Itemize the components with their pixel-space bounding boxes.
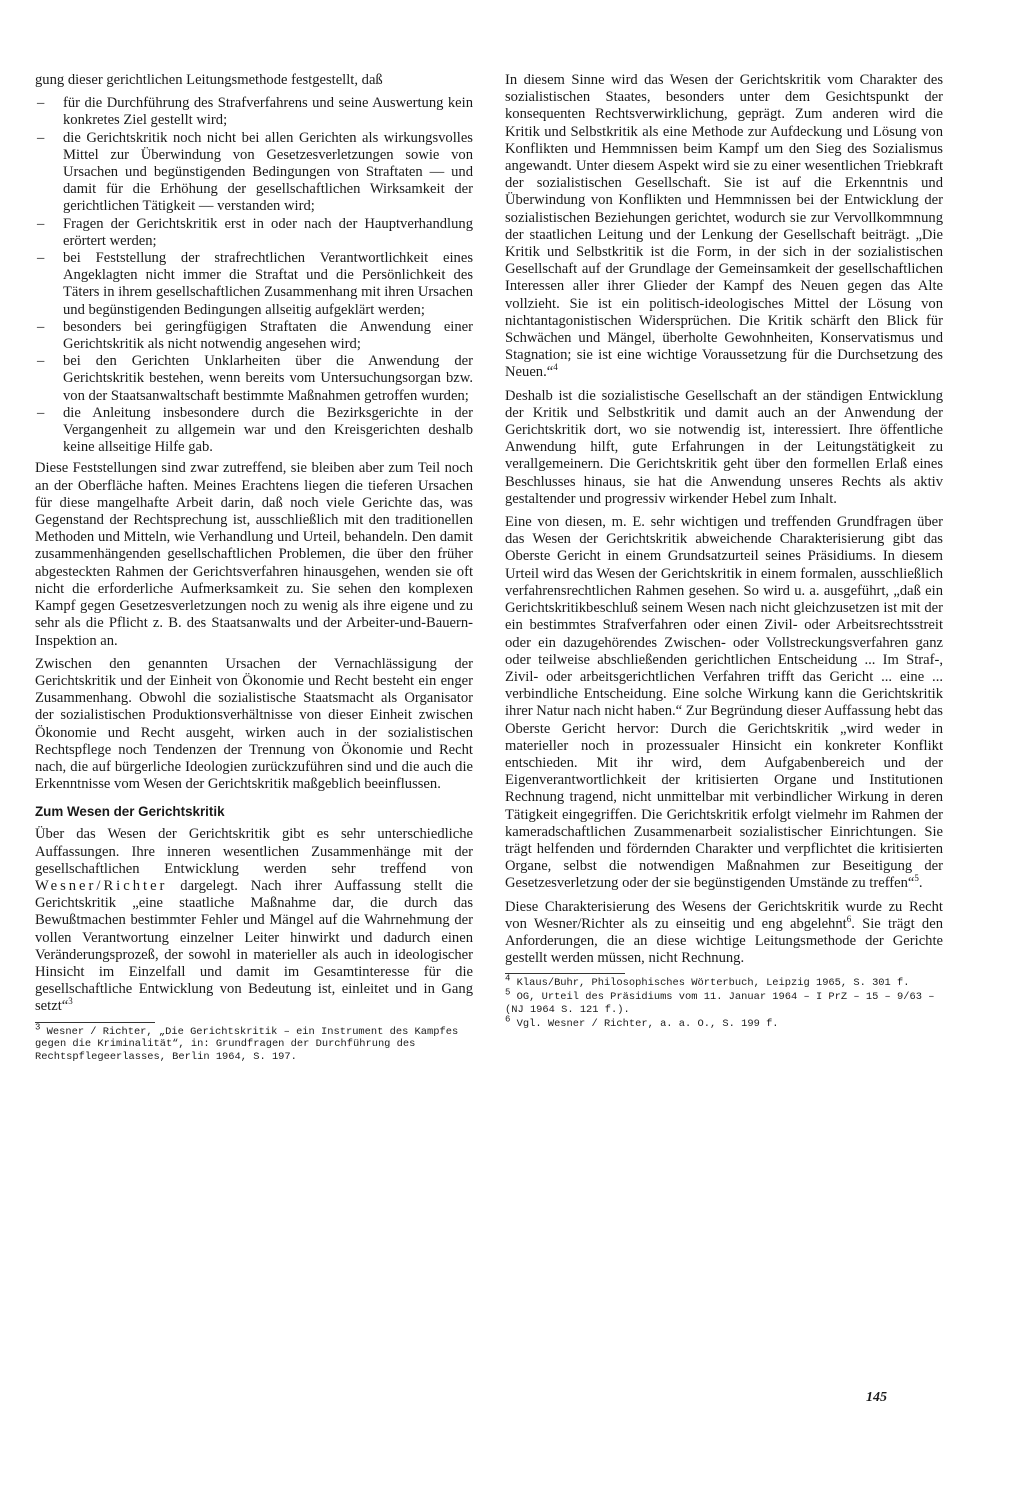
paragraph: Diese Feststellungen sind zwar zutreffend, sie bleiben aber zum Teil noch an der Oberfläche haften. Meines Erachtens liegen die tieferen Ursachen für diese mangelhafte Arbeit darin, daß noch viele Gerichte das, was Gegenstand der Rechtsprechung ist, ausschließlich mit den traditionellen Methoden und Mitteln, wie Verhandlung und Urteil, behandeln. Den damit zusammenhängenden gesellschaftlichen Problemen, die über den früher abgesteckten Rahmen der Gerichtsverfahren hinausgehen, wenden sie oft nicht die erforderliche Aufmerksamkeit zu. Sie sehen den komplexen Kampf gegen Gesetzesverletzungen noch zu wenig als ihre eigene und zu sehr als die Pflicht z. B. des Staatsanwalts und der Arbeiter-und-Bauern-Inspektion an.: [35, 460, 473, 649]
paragraph-text: Über das Wesen der Gerichtskritik gibt es sehr unterschiedliche Auffassungen. Ihre inneren wesentlichen Zusammenhänge mit der gesellschaftlichen Entwicklung werden sehr treffend von: [35, 826, 473, 877]
list-item: – die Gerichtskritik noch nicht bei allen Gerichten als wirkungsvolles Mittel zur Überwindung von Gesetzesverletzungen sowie von Ursachen und begünstigenden Bedingungen von Straftaten — und damit für die Erhöhung der gesellschaftlichen Wirksamkeit der gerichtlichen Tätigkeit — verstanden wird;: [35, 130, 473, 216]
paragraph: [505, 514, 943, 892]
footnote-number: 4: [505, 973, 511, 984]
paragraph: [35, 826, 473, 1015]
footnote-divider: [505, 973, 625, 974]
footnote-ref: 3: [68, 996, 73, 1007]
paragraph-text: In diesem Sinne wird das Wesen der Gerichtskritik vom Charakter des sozialistischen Staates, besonders unter dem Gesichtspunkt der konsequenten Rechtsverwirklichung, geprägt. Zum anderen wird die Kritik und Selbstkritik als eine Methode zur Aufdeckung und Lösung von Konflikten und Hemmnissen beim Kampf um den Sieg des Sozialismus angewandt. Unter diesem Aspekt wird sie zu einer wesentlichen Triebkraft der sozialistischen Gesellschaft. Sie ist auf die Erkenntnis und Überwindung von Konflikten und Hemmnissen bei der Entwicklung der sozialistischen Beziehungen gerichtet, wodurch sie zur Vervollkommnung der staatlichen Leitung und der Lenkung der Gesellschaft beiträgt. „Die Kritik und Selbstkritik ist die Form, in der sich in der sozialistischen Gesellschaft auf der Grundlage der Gemeinsamkeit der gesellschaftlichen Interessen aller ihrer Glieder der Kampf des Neuen gegen das Alte vollzieht. Sie ist ein politisch-ideologisches Mittel der Lösung von nichtantagonistischen Widersprüchen. Die Kritik schärft den Blick für Schwächen und Mängel, überholte Gewohnheiten, Konservatismus und Stagnation; sie ist eine wichtige Voraussetzung für die Durchsetzung des Neuen.“: [505, 72, 943, 381]
footnote-text: Klaus/Buhr, Philosophisches Wörterbuch, Leipzig 1965, S. 301 f.: [516, 977, 910, 990]
footnote-text: Wesner / Richter, „Die Gerichtskritik – ein Instrument des Kampfes gegen die Kriminalität“, in: Grundfragen der Durchführung des Rechtspflegeerlasses, Berlin 1964, S. 197.: [35, 1025, 459, 1064]
paragraph: [505, 899, 943, 968]
footnote-number: 6: [505, 1014, 511, 1025]
footnote: [35, 1022, 473, 1064]
footnote: [505, 1014, 943, 1031]
list-item: – Fragen der Gerichtskritik erst in oder nach der Hauptverhandlung erörtert werden;: [35, 216, 473, 250]
list-item: – bei den Gerichten Unklarheiten über die Anwendung der Gerichtskritik bestehen, wenn bereits vom Untersuchungsorgan bzw. von der Staatsanwaltschaft bestimmte Maßnahmen getroffen wurden;: [35, 353, 473, 405]
footnote-text: OG, Urteil des Präsidiums vom 11. Januar 1964 – I PrZ – 15 – 9/63 – (NJ 1964 S. 121 f.).: [505, 991, 935, 1016]
right-column: [505, 72, 943, 1032]
list-item: – für die Durchführung des Strafverfahrens und seine Auswertung kein konkretes Ziel gestellt wird;: [35, 95, 473, 129]
paragraph-text: . Sie trägt den Anforderungen, die an diese wichtige Leitungsmethode der Gerichte gestellt werden müssen, nicht Rechnung.: [505, 915, 943, 967]
footnote: [505, 973, 943, 990]
findings-list: [35, 95, 473, 456]
footnote-ref: 4: [553, 362, 558, 373]
paragraph: Deshalb ist die sozialistische Gesellschaft an der ständigen Entwicklung der Kritik und Selbstkritik und damit auch an der Anwendung der Gerichtskritik dort, wo sie notwendig ist, interessiert. Ihre öffentliche Anwendung hilft, gute Erfahrungen in der Leitungstätigkeit zu verallgemeinern. Die Gerichtskritik geht über den formellen Erlaß eines Beschlusses hinaus, sie hat die Anwendung unseres Rechts als aktiv gestaltender und progressiv wirkender Hebel zum Inhalt.: [505, 387, 943, 507]
author-names: Wesner/Richter: [35, 877, 168, 894]
footnote-number: 5: [505, 987, 511, 998]
paragraph-text: .: [918, 875, 923, 892]
section-heading: Zum Wesen der Gerichtskritik: [35, 804, 225, 820]
paragraph: [505, 72, 943, 382]
footnote: [505, 987, 943, 1017]
footnote-number: 3: [35, 1022, 41, 1033]
page-number: 145: [866, 1390, 887, 1405]
paragraph-text: Eine von diesen, m. E. sehr wichtigen und treffenden Grundfragen über das Wesen der Gerichtskritik abweichende Charakterisierung gibt das Oberste Gericht in einem Grundsatzurteil seines Präsidiums. In diesem Urteil wird das Wesen der Gerichtskritik in einem formalen, ausschließlich verfahrensrechtlichen Rahmen gesehen. So wird u. a. ausgeführt, „daß ein Gerichtskritikbeschluß seinem Wesen nach nicht gleichzusetzen ist mit der ein bestimmtes Strafverfahren oder einen Zivil- oder Arbeitsrechtsstreit oder ein dazugehörendes Zwischen- oder Vollstreckungsverfahren ganz oder teilweise abschließenden gerichtlichen Entscheidung ... Im Straf-, Zivil- oder arbeitsgerichtlichen Verfahren trifft das Gericht ... eine ... verbindliche Entscheidung. Eine solche Wirkung kann die Gerichtskritik ihrer Natur nach nicht haben.“ Zur Begründung dieser Auffassung hebt das Oberste Gericht hervor: Durch die Gerichtskritik „wird weder in materieller noch in prozessualer Hinsicht ein konkreter Konflikt entschieden. Mit ihr wird, dem Aufgabenbereich und der Eigenverantwortlichkeit der kritisierten Organe und Institutionen Rechnung tragend, nicht unmittelbar mit verbindlicher Wirkung in deren Tätigkeit eingegriffen. Die Gerichtskritik erfolgt vielmehr im Rahmen der kameradschaftlichen Zusammenarbeit sozialistischer Einrichtungen. Sie trägt helfenden und fördernden Charakter und verpflichtet die kritisierten Organe, selbst die notwendigen Maßnahmen zur Beseitigung der Gesetzesverletzung oder der sie begünstigenden Umstände zu treffen“: [505, 514, 943, 892]
list-item: – besonders bei geringfügigen Straftaten die Anwendung einer Gerichtskritik als nicht notwendig angesehen wird;: [35, 319, 473, 353]
paragraph-text: Diese Charakterisierung des Wesens der Gerichtskritik wurde zu Recht von Wesner/Richter als zu einseitig und eng abgelehnt: [505, 898, 943, 932]
footnote-divider: [35, 1022, 155, 1023]
footnote-ref: 6: [846, 913, 852, 924]
list-item: – die Anleitung insbesondere durch die Bezirksgerichte in der Vergangenheit zu allgemein war und den Kreisgerichten deshalb keine allseitige Hilfe gab.: [35, 405, 473, 457]
footnote-text: Vgl. Wesner / Richter, a. a. O., S. 199 f.: [516, 1017, 779, 1030]
paragraph: Zwischen den genannten Ursachen der Vernachlässigung der Gerichtskritik und der Einheit von Ökonomie und Recht besteht ein enger Zusammenhang. Obwohl die sozialistische Staatsmacht als Organisator der sozialistischen Produktionsverhältnisse von dieser Einheit zwischen Ökonomie und Recht ausgeht, wirken auch in der sozialistischen Rechtspflege noch Tendenzen der Trennung von Ökonomie und Recht nach, die auf bürgerliche Ideologien zurückzuführen sind und die auch die Erkenntnisse vom Wesen der Gerichtskritik maßgeblich beeinflussen.: [35, 655, 473, 793]
paragraph-text: dargelegt. Nach ihrer Auffassung stellt die Gerichtskritik „eine staatliche Maßnahme dar, die durch das Bewußtmachen bestimmter Fehler und Mängel auf die Wahrnehmung der vollen Verantwortung einzelner Leiter hinwirkt und dadurch einen Veränderungsprozeß, der sowohl in materieller als auch in ideologischer Hinsicht im Einzelfall und damit im Gesamtinteresse für die gesellschaftliche Entwicklung von Bedeutung ist, einleitet und in Gang setzt“: [35, 877, 473, 1015]
footnote-ref: 5: [914, 873, 919, 884]
list-item: – bei Feststellung der strafrechtlichen Verantwortlichkeit eines Angeklagten nicht immer die Straftat und die Persönlichkeit des Täters in ihrem gesellschaftlichen Zusammenhang mit ihren Ursachen und begünstigenden Bedingungen allseitig aufgeklärt werden;: [35, 250, 473, 319]
left-column: [35, 72, 473, 1065]
intro-text: gung dieser gerichtlichen Leitungsmethode festgestellt, daß: [35, 72, 383, 88]
